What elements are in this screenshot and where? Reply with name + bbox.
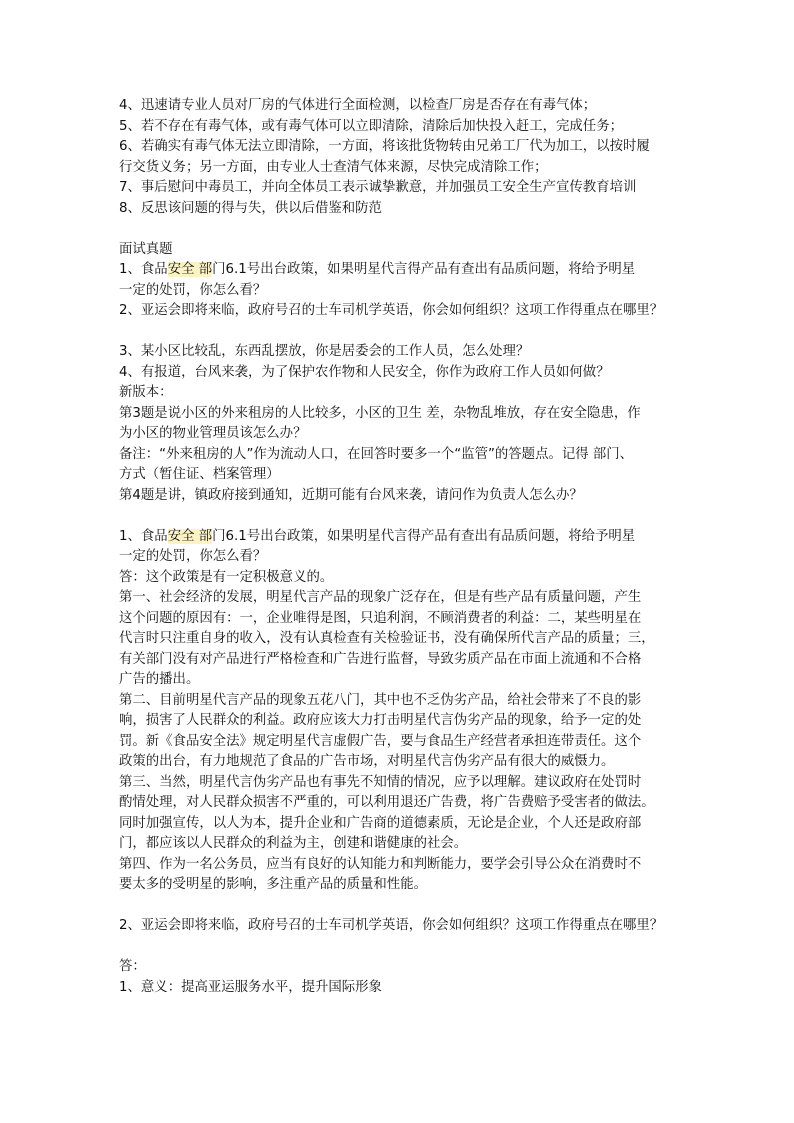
answer-2-point-1: 1、意义：提高亚运服务水平，提升国际形象 <box>119 979 382 995</box>
section-title: 面试真题 <box>119 241 173 257</box>
answer-1-intro: 答：这个政策是有一定积极意义的。 <box>119 569 334 585</box>
document-page <box>119 96 699 998</box>
answer-1-line: 要太多的受明星的影响，多注重产品的质量和性能。 <box>119 877 427 892</box>
step-line: 行交货义务；另一方面，由专业人士查清气体来源，尽快完成清除工作； <box>119 159 548 175</box>
answer-1-line: 酌情处理，对人民群众损害不严重的，可以利用退还广告费，将广告费赔予受害者的做法。 <box>119 795 655 810</box>
answer-1-line: 第三、当然，明星代言伪劣产品也有事先不知情的情况，应予以理解。建议政府在处罚时 <box>119 774 642 790</box>
blank-line <box>119 896 699 917</box>
question-1-rest: 门6.1号出台政策，如果明星代言得产品有查出有品质问题，将给予明星 <box>212 528 636 544</box>
highlighted-text: 安全 部 <box>167 262 213 277</box>
blank-line <box>119 219 699 240</box>
question-2: 2、亚运会即将来临，政府号召的士车司机学英语，你会如何组织？这项工作得重点在哪里？ <box>119 303 664 318</box>
new-version-line: 新版本： <box>119 385 173 400</box>
answer-1-line: 同时加强宣传，以人为本，提升企业和广告商的道德素质，无论是企业，个人还是政府部 <box>119 815 642 831</box>
answer-2-label: 答： <box>119 959 146 974</box>
question-3: 3、某小区比较乱，东西乱摆放，你是居委会的工作人员，怎么处理？ <box>119 344 530 359</box>
question-1-prefix: 1、食品 <box>119 528 168 544</box>
new-version-line: 方式（暂住证、档案管理） <box>119 467 280 482</box>
answer-1-line: 广告的播出。 <box>119 672 200 687</box>
step-line: 6、若确实有毒气体无法立即清除，一方面，将该批货物转由兄弟工厂代为加工，以按时履 <box>119 139 650 154</box>
answer-1-line: 门，都应该以人民群众的利益为主，创建和谐健康的社会。 <box>119 836 468 851</box>
answer-1-line: 政策的出台，有力地规范了食品的广告市场，对明星代言伪劣产品有很大的威慑力。 <box>119 754 615 769</box>
question-1-repeat <box>119 527 699 548</box>
answer-1-line: 有关部门没有对产品进行严格检查和广告进行监督，导致劣质产品在市面上流通和不合格 <box>119 651 642 667</box>
new-version-line: 为小区的物业管理员该怎么办？ <box>119 426 307 441</box>
answer-1-line: 响，损害了人民群众的利益。政府应该大力打击明星代言伪劣产品的现象，给予一定的处 <box>119 713 642 728</box>
blank-line <box>119 506 699 527</box>
question-1 <box>119 260 699 281</box>
answer-1-line: 第一、社会经济的发展，明星代言产品的现象广泛存在，但是有些产品有质量问题，产生 <box>119 590 642 605</box>
new-version-line: 第4题是讲，镇政府接到通知，近期可能有台风来袭，请问作为负责人怎么办？ <box>119 487 583 503</box>
answer-1-line: 第二、目前明星代言产品的现象五花八门，其中也不乏伪劣产品，给社会带来了不良的影 <box>119 692 642 708</box>
step-line: 7、事后慰问中毒员工，并向全体员工表示诚挚歉意，并加强员工安全生产宣传教育培训 <box>119 180 637 195</box>
question-1-rest: 门6.1号出台政策，如果明星代言得产品有查出有品质问题，将给予明星 <box>212 262 636 277</box>
blank-line <box>119 322 699 343</box>
answer-1-line: 罚。新《食品安全法》规定明星代言虚假广告，要与食品生产经营者承担连带责任。这个 <box>119 733 642 749</box>
answer-1-line: 代言时只注重自身的收入，没有认真检查有关检验证书，没有确保所代言产品的质量；三， <box>119 631 655 646</box>
question-1-repeat-line2: 一定的处罚，你怎么看？ <box>119 549 267 564</box>
answer-1-line: 第四、作为一名公务员，应当有良好的认知能力和判断能力，要学会引导公众在消费时不 <box>119 856 642 872</box>
question-4: 4、有报道，台风来袭，为了保护农作物和人民安全，你作为政府工作人员如何做？ <box>119 364 610 380</box>
question-1-line2: 一定的处罚，你怎么看？ <box>119 282 267 298</box>
step-line: 8、反思该问题的得与失，供以后借鉴和防范 <box>119 200 382 216</box>
blank-line <box>119 937 699 958</box>
question-2-repeat: 2、亚运会即将来临，政府号召的士车司机学英语，你会如何组织？这项工作得重点在哪里？ <box>119 918 664 933</box>
question-1-prefix: 1、食品 <box>119 262 168 277</box>
step-line: 5、若不存在有毒气体，或有毒气体可以立即清除，清除后加快投入赶工，完成任务； <box>119 118 623 134</box>
new-version-line: 备注：“外来租房的人”作为流动人口，在回答时要多一个“监管”的答题点。记得 部门、 <box>119 446 634 462</box>
answer-1-line: 这个问题的原因有：一，企业唯得是图，只追利润，不顾消费者的利益：二，某些明星在 <box>119 610 642 626</box>
step-line: 4、迅速请专业人员对厂房的气体进行全面检测，以检查厂房是否存在有毒气体； <box>119 98 597 113</box>
new-version-line: 第3题是说小区的外来租房的人比较多，小区的卫生 差，杂物乱堆放，存在安全隐患，作 <box>119 405 641 421</box>
highlighted-text: 安全 部 <box>167 528 213 544</box>
